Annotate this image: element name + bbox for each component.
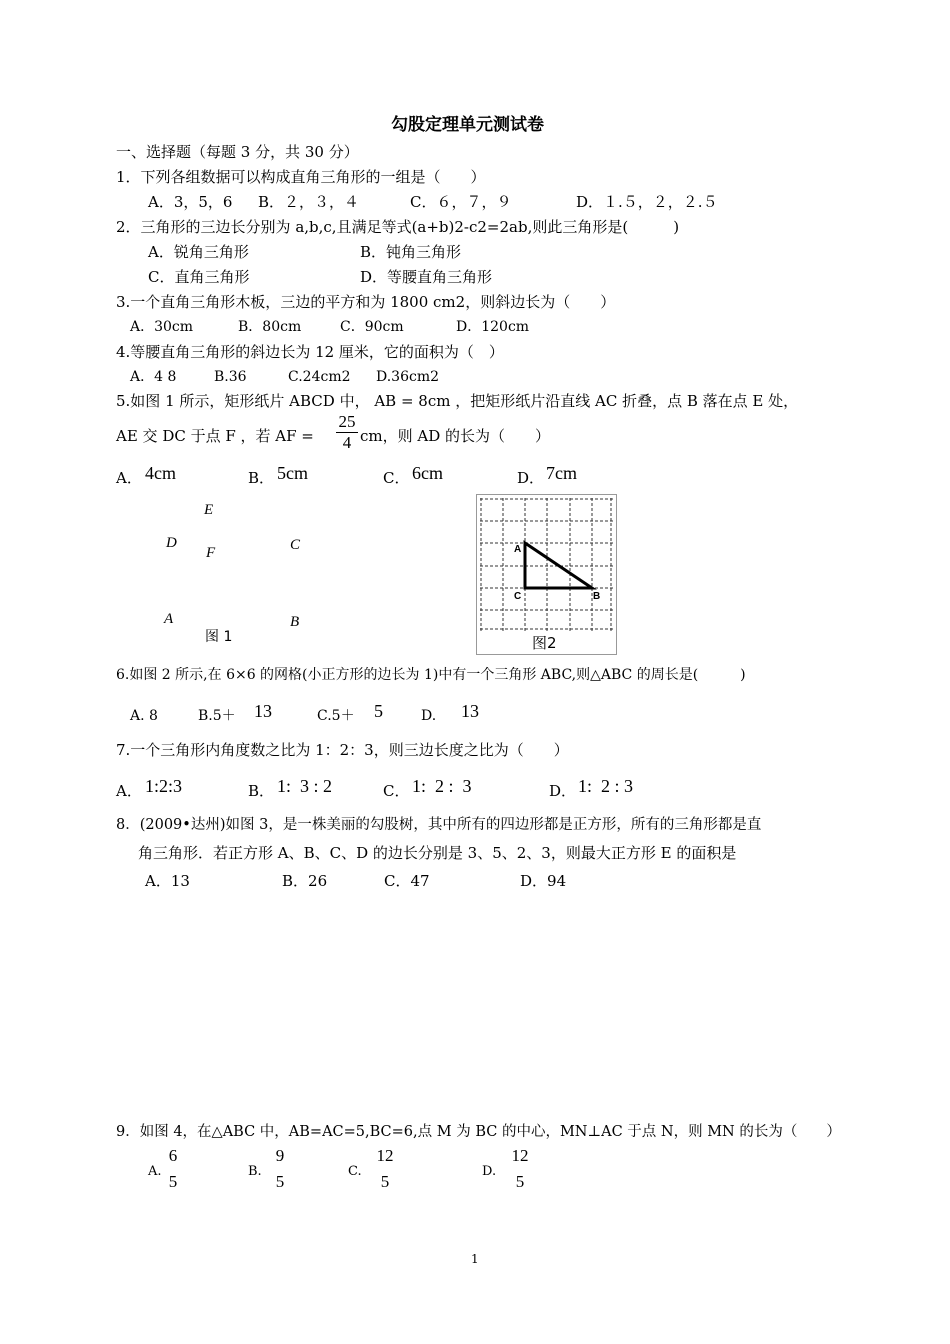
q4-option-c: C.24cm2 [288,369,351,385]
q5-option-a-label: A． [116,469,142,487]
q9-option-c-label: C. [348,1164,362,1179]
question-1-stem: 1．下列各组数据可以构成直角三角形的一组是（ ） [116,168,486,186]
fig1-label-e: E [204,502,214,518]
q5-option-b: 5cm [277,463,308,483]
q5-option-c: 6cm [412,463,443,483]
q9-b-denominator: 5 [275,1172,285,1191]
fig1-label-a: A [164,611,174,627]
q5-fraction-denominator: 4 [336,432,358,453]
question-2-stem: 2．三角形的三边长分别为 a,b,c,且满足等式(a+b)2-c2=2ab,则此三角形是( ) [116,218,680,236]
q4-option-a: A．4 8 [130,369,177,385]
q9-option-b-fraction [269,1146,291,1192]
q3-option-b: B．80cm [238,319,302,335]
grid-triangle-diagram [477,495,616,654]
q9-option-a-fraction [162,1146,184,1192]
fig1-label-b: B [290,614,300,630]
q5-option-c-label: C． [383,469,410,487]
question-5-line-2a: AE 交 DC 于点 F ，若 AF = [116,427,314,445]
q9-c-denominator: 5 [380,1172,390,1191]
fig1-caption: 图 1 [205,629,233,645]
q6-option-a: A. 8 [130,708,158,724]
q6-option-d-value: 13 [461,701,479,721]
q5-option-d-label: D． [517,469,545,487]
q4-option-d: D.36cm2 [376,369,440,385]
question-8-line-1: 8．(2009•达州)如图 3，是一株美丽的勾股树，其中所有的四边形都是正方形，所有的三角形都是直 [116,817,762,833]
question-6-stem: 6.如图 2 所示,在 6×6 的网格(小正方形的边长为 1)中有一个三角形 ABC,则△ABC 的周长是( ) [116,667,746,683]
fig2-caption: 图2 [532,634,557,652]
q9-a-denominator: 5 [168,1172,178,1191]
q7-option-a-label: A． [116,782,142,800]
q8-option-a: A．13 [145,872,190,890]
page-number: 1 [471,1252,479,1266]
q3-option-c: C．90cm [340,319,404,335]
q7-option-b: 1: 3 : 2 [277,776,333,796]
q7-option-a: 1:2:3 [145,776,183,796]
q8-option-d: D．94 [520,872,567,890]
q9-b-numerator: 9 [275,1146,285,1165]
q9-option-d-label: D. [482,1164,497,1179]
q7-option-d-label: D． [549,782,577,800]
q5-option-a: 4cm [145,463,176,483]
q8-option-c: C．47 [384,872,430,890]
question-7-stem: 7.一个三角形内角度数之比为 1：2：3，则三边长度之比为（ ） [116,741,569,759]
section-heading: 一、选择题（每题 3 分，共 30 分） [116,143,359,161]
q6-option-b-value: 13 [254,701,272,721]
q5-option-b-label: B． [248,469,275,487]
q1-option-c: C．６，７，９ [410,193,512,211]
fig1-label-d: D [166,535,177,551]
q6-option-d-label: D. [421,708,437,724]
q7-option-c: 1: 2 : 3 [412,776,472,796]
q9-option-a-label: A. [148,1164,162,1179]
question-5-line-2b: cm，则 AD 的长为（ ） [360,427,551,445]
q9-option-d-fraction [506,1146,534,1192]
fig2-label-c: C [514,591,522,602]
q1-option-a: A．3，5，6 [148,193,233,211]
question-9-stem: 9．如图 4，在△ABC 中，AB=AC=5,BC=6,点 M 为 BC 的中心，MN⊥AC 于点 N，则 MN 的长为（ ） [116,1124,841,1140]
q5-option-d: 7cm [546,463,577,483]
page-title: 勾股定理单元测试卷 [391,115,544,135]
fig2-label-b: B [593,591,601,602]
q6-option-b-label: B.5＋ [198,708,236,724]
q1-option-d: D．１.５，２，２.５ [576,193,718,211]
figure-2-grid [476,494,617,655]
q9-c-numerator: 12 [376,1146,394,1165]
question-8-line-2: 角三角形．若正方形 A、B、C、D 的边长分别是 3、5、2、3，则最大正方形 E 的面积是 [138,844,737,862]
q9-d-denominator: 5 [515,1172,525,1191]
q4-option-b: B.36 [214,369,247,385]
q7-option-b-label: B． [248,782,275,800]
q9-option-b-label: B. [248,1164,262,1179]
q5-fraction-numerator: 25 [338,412,356,431]
question-3-stem: 3.一个直角三角形木板，三边的平方和为 1800 cm2，则斜边长为（ ） [116,293,616,311]
q3-option-d: D．120cm [456,319,530,335]
q9-a-numerator: 6 [168,1146,178,1165]
q5-fraction [336,412,358,453]
fig2-label-a: A [514,544,522,555]
q3-option-a: A．30cm [130,319,194,335]
fig1-label-c: C [290,537,301,553]
q6-option-c-label: C.5＋ [317,708,355,724]
q6-option-c-value: 5 [374,701,383,721]
q7-option-c-label: C． [383,782,410,800]
q8-option-b: B．26 [282,872,328,890]
fig1-label-f: F [206,545,216,561]
question-4-stem: 4.等腰直角三角形的斜边长为 12 厘米，它的面积为（ ） [116,343,504,361]
q2-option-a: A．锐角三角形 [148,243,249,261]
q9-option-c-fraction [371,1146,399,1192]
q2-option-d: D．等腰直角三角形 [360,268,493,286]
q1-option-b: B．２，３，４ [258,193,360,211]
question-5-line-1: 5.如图 1 所示，矩形纸片 ABCD 中， AB = 8cm ，把矩形纸片沿直线 AC 折叠，点 B 落在点 E 处， [116,392,799,410]
q2-option-b: B．钝角三角形 [360,243,462,261]
q7-option-d: 1: 2 : 3 [578,776,634,796]
q9-d-numerator: 12 [511,1146,529,1165]
q2-option-c: C．直角三角形 [148,268,250,286]
